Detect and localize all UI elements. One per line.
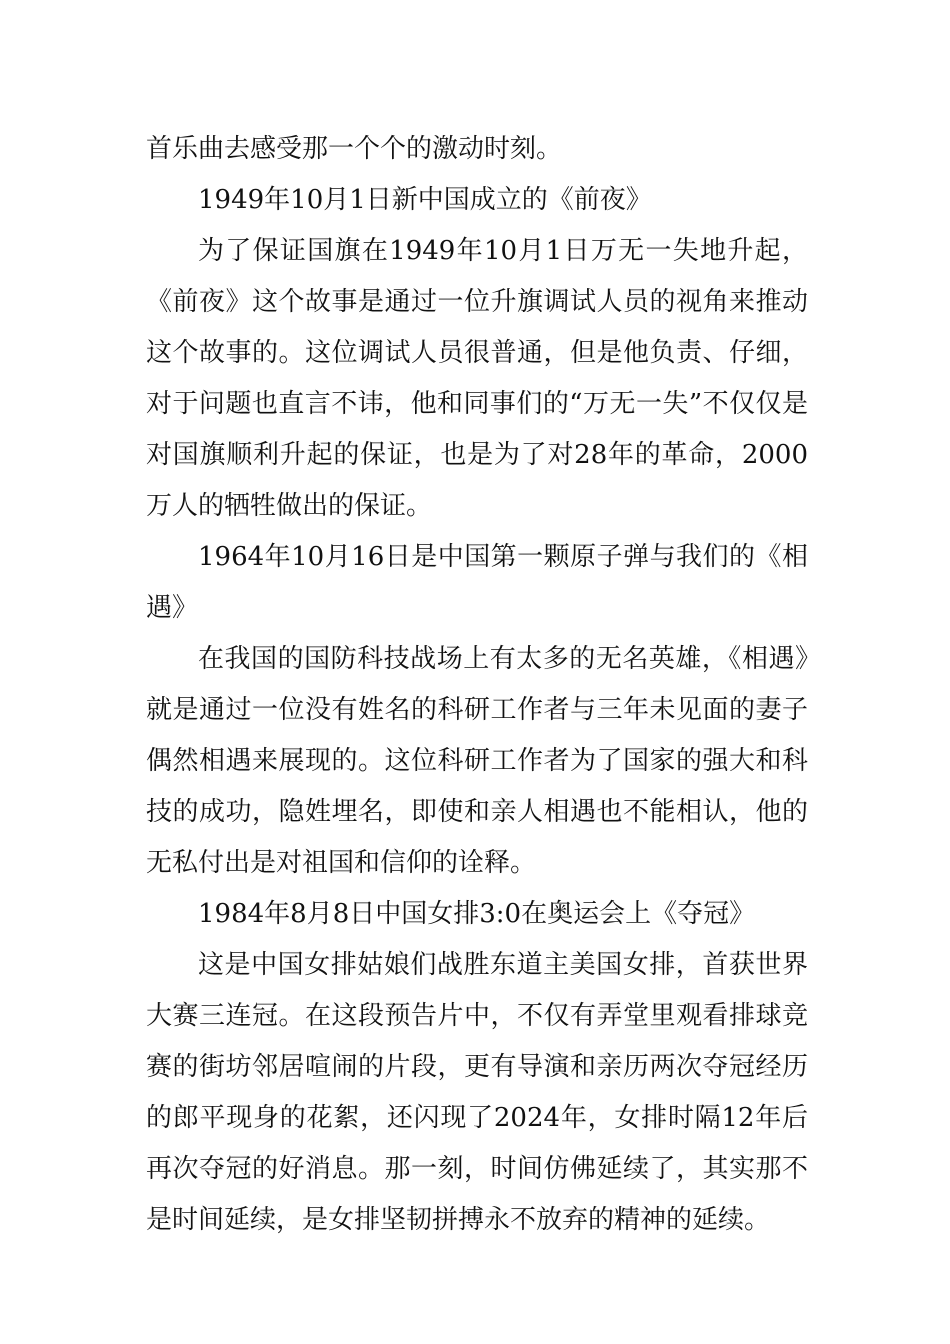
paragraph-qianye: 为了保证国旗在1949年10月1日万无一失地升起，《前夜》这个故事是通过一位升旗调试人员的视角来推动这个故事的。这位调试人员很普通，但是他负责、仔细，对于问题也直言不讳，他和同事们的“万无一失”不仅仅是对国旗顺利升起的保证，也是为了对28年的革命，2000万人的牺牲做出的保证。: [146, 236, 808, 521]
paragraph-duoguan: 这是中国女排姑娘们战胜东道主美国女排，首获世界大赛三连冠。在这段预告片中，不仅有弄堂里观看排球竞赛的街坊邻居喧闹的片段，更有导演和亲历两次夺冠经历的郎平现身的花絮，还闪现了2024年，女排时隔12年后再次夺冠的好消息。那一刻，时间仿佛延续了，其实那不是时间延续，是女排坚韧拼搏永不放弃的精神的延续。: [146, 950, 808, 1235]
paragraph-continuation: 首乐曲去感受那一个个的激动时刻。: [146, 134, 563, 164]
paragraph-xiangyu: 在我国的国防科技战场上有太多的无名英雄，《相遇》就是通过一位没有姓名的科研工作者与三年未见面的妻子偶然相遇来展现的。这位科研工作者为了国家的强大和科技的成功，隐姓埋名，即使和亲人相遇也不能相认，他的无私付出是对祖国和信仰的诠释。: [146, 644, 808, 878]
section-heading-qianye: 1949年10月1日新中国成立的《前夜》: [198, 185, 652, 215]
document-page: [146, 124, 808, 1246]
section-heading-xiangyu: 1964年10月16日是中国第一颗原子弹与我们的《相遇》: [146, 542, 808, 623]
section-heading-duoguan: 1984年8月8日中国女排3:0在奥运会上《夺冠》: [198, 899, 756, 929]
